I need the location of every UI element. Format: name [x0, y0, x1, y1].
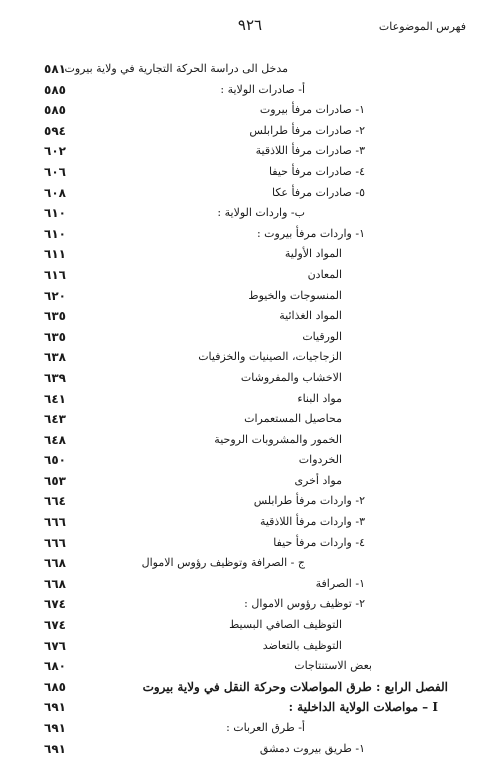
toc-entry-title: مدخل الى دراسة الحركة التجارية في ولاية بيروت	[64, 62, 288, 75]
toc-page-number: ٦٥٠	[44, 453, 66, 468]
toc-entry	[0, 492, 500, 513]
toc-page-number: ٦٤٨	[44, 432, 66, 447]
toc-entry-title: التوظيف الصافي البسيط	[229, 618, 342, 632]
toc-entry	[0, 472, 500, 493]
toc-page-number: ٦٣٥	[44, 329, 66, 344]
toc-entry	[0, 616, 500, 637]
toc-entry-title: ١- صادرات مرفأ بيروت	[259, 103, 365, 117]
toc-entry-title: ٥- صادرات مرفأ عكا	[271, 185, 365, 199]
toc-entry	[0, 369, 500, 390]
toc-page-number: ٦٥٣	[44, 473, 66, 488]
toc-page-number: ٦١٠	[44, 226, 66, 241]
toc-entry-title: بعض الاستنتاجات	[294, 659, 372, 673]
toc-entry-title: الخردوات	[298, 453, 342, 467]
toc-page-number: ٦٠٢	[44, 144, 66, 159]
running-title: فهرس الموضوعات	[378, 20, 466, 33]
toc-entry-title: الخمور والمشروبات الروحية	[214, 432, 342, 446]
toc-entry-title: ١- واردات مرفأ بيروت :	[256, 226, 365, 240]
toc-page-number: ٦٣٩	[44, 370, 66, 385]
toc-page-number: ٦٨٥	[44, 679, 66, 694]
toc-entry	[0, 719, 500, 740]
toc-entry	[0, 348, 500, 369]
toc-entry-title: ٢- صادرات مرفأ طرابلس	[249, 123, 365, 137]
toc-page-number: ٦٨٠	[44, 659, 66, 674]
toc-entry-title: مواد أخرى	[294, 473, 342, 487]
toc-page-number: ٦٧٤	[44, 618, 66, 633]
toc-entry-title: ٢- توظيف رؤوس الاموال :	[244, 597, 365, 611]
toc-entry-title: ٤- واردات مرفأ حيفا	[273, 535, 365, 549]
toc-page-number: ٦٠٨	[44, 185, 66, 200]
toc-page-number: ٦٩١	[44, 700, 66, 715]
toc-entry	[0, 184, 500, 205]
toc-page-number: ٥٩٤	[44, 123, 66, 138]
toc-entry-title: الورقيات	[302, 329, 342, 343]
toc-page-number: ٦١١	[44, 247, 66, 262]
toc-entry	[0, 60, 500, 81]
toc-entry	[0, 534, 500, 555]
toc-page-number: ٦١٠	[44, 206, 66, 221]
toc-entry	[0, 410, 500, 431]
table-of-contents	[0, 60, 500, 760]
toc-entry	[0, 245, 500, 266]
toc-entry	[0, 740, 500, 761]
toc-entry	[0, 451, 500, 472]
toc-entry-title: ٤- صادرات مرفأ حيفا	[268, 164, 365, 178]
toc-page-number: ٦٦٤	[44, 494, 66, 509]
toc-entry	[0, 595, 500, 616]
toc-page-number: ٦٦٨	[44, 576, 66, 591]
toc-page-number: ٦٤٣	[44, 412, 66, 427]
toc-entry	[0, 513, 500, 534]
toc-entry-title: I – مواصلات الولاية الداخلية :	[288, 700, 438, 715]
toc-page-number: ٦٩١	[44, 741, 66, 756]
toc-entry	[0, 678, 500, 699]
toc-page-number: ٦٩١	[44, 721, 66, 735]
toc-page-number: ٦٤١	[44, 391, 66, 406]
toc-entry	[0, 142, 500, 163]
toc-page-number: ٦٦٦	[44, 515, 66, 530]
toc-page-number: ٦١٦	[44, 267, 66, 282]
toc-page-number: ٥٨٥	[44, 103, 66, 118]
toc-entry-title: الفصل الرابع : طرق المواصلات وحركة النقل في ولاية بيروت	[142, 679, 448, 694]
toc-entry	[0, 307, 500, 328]
toc-entry-title: الزجاجيات، الصينيات والخزفيات	[198, 350, 342, 364]
toc-entry-title: ٢- واردات مرفأ طرابلس	[253, 494, 365, 508]
toc-entry-title: مواد البناء	[297, 391, 342, 405]
toc-entry	[0, 390, 500, 411]
toc-entry	[0, 698, 500, 719]
toc-entry	[0, 328, 500, 349]
toc-entry	[0, 204, 500, 225]
toc-entry-title: المواد الأولية	[284, 247, 342, 261]
toc-entry-title: المواد الغذائية	[279, 309, 342, 323]
toc-entry-title: المنسوجات والخيوط	[248, 288, 342, 302]
toc-entry	[0, 575, 500, 596]
toc-page-number: ٥٨٥	[44, 82, 66, 97]
toc-page-number: ٦٠٦	[44, 164, 66, 179]
toc-entry-title: ب- واردات الولاية :	[217, 206, 305, 220]
toc-page-number: ٦٢٠	[44, 288, 66, 303]
toc-entry	[0, 554, 500, 575]
toc-entry-title: ١- طريق بيروت دمشق	[259, 741, 365, 755]
toc-entry	[0, 287, 500, 308]
toc-entry-title: محاصيل المستعمرات	[244, 412, 342, 426]
toc-entry	[0, 431, 500, 452]
toc-page-number: ٥٨١	[44, 62, 66, 76]
toc-entry-title: ج - الصرافة وتوظيف رؤوس الاموال	[141, 556, 305, 570]
toc-page-number: ٦٧٦	[44, 638, 66, 653]
toc-page-number: ٦٧٤	[44, 597, 66, 612]
toc-entry-title: ٣- واردات مرفأ اللاذقية	[259, 515, 365, 529]
toc-entry	[0, 266, 500, 287]
toc-page-number: ٦٣٥	[44, 309, 66, 324]
toc-entry-title: التوظيف بالتعاضد	[262, 638, 342, 652]
toc-entry-title: ٣- صادرات مرفأ اللاذقية	[255, 144, 365, 158]
toc-entry-title: الاخشاب والمفروشات	[240, 370, 342, 384]
toc-entry	[0, 101, 500, 122]
toc-entry	[0, 657, 500, 678]
toc-page-number: ٦٦٦	[44, 535, 66, 550]
toc-entry-title: المعادن	[307, 267, 342, 281]
toc-page-number: ٦٣٨	[44, 350, 66, 365]
toc-entry	[0, 163, 500, 184]
toc-page-number: ٦٦٨	[44, 556, 66, 571]
toc-entry-title: أ- صادرات الولاية :	[220, 82, 305, 96]
toc-entry	[0, 81, 500, 102]
toc-entry	[0, 225, 500, 246]
toc-entry-title: ١- الصرافة	[315, 576, 365, 590]
toc-entry-title: أ- طرق العربات :	[226, 721, 305, 734]
toc-entry	[0, 122, 500, 143]
page-header	[0, 14, 500, 44]
toc-entry	[0, 637, 500, 658]
page-number: ٩٢٦	[237, 16, 263, 34]
